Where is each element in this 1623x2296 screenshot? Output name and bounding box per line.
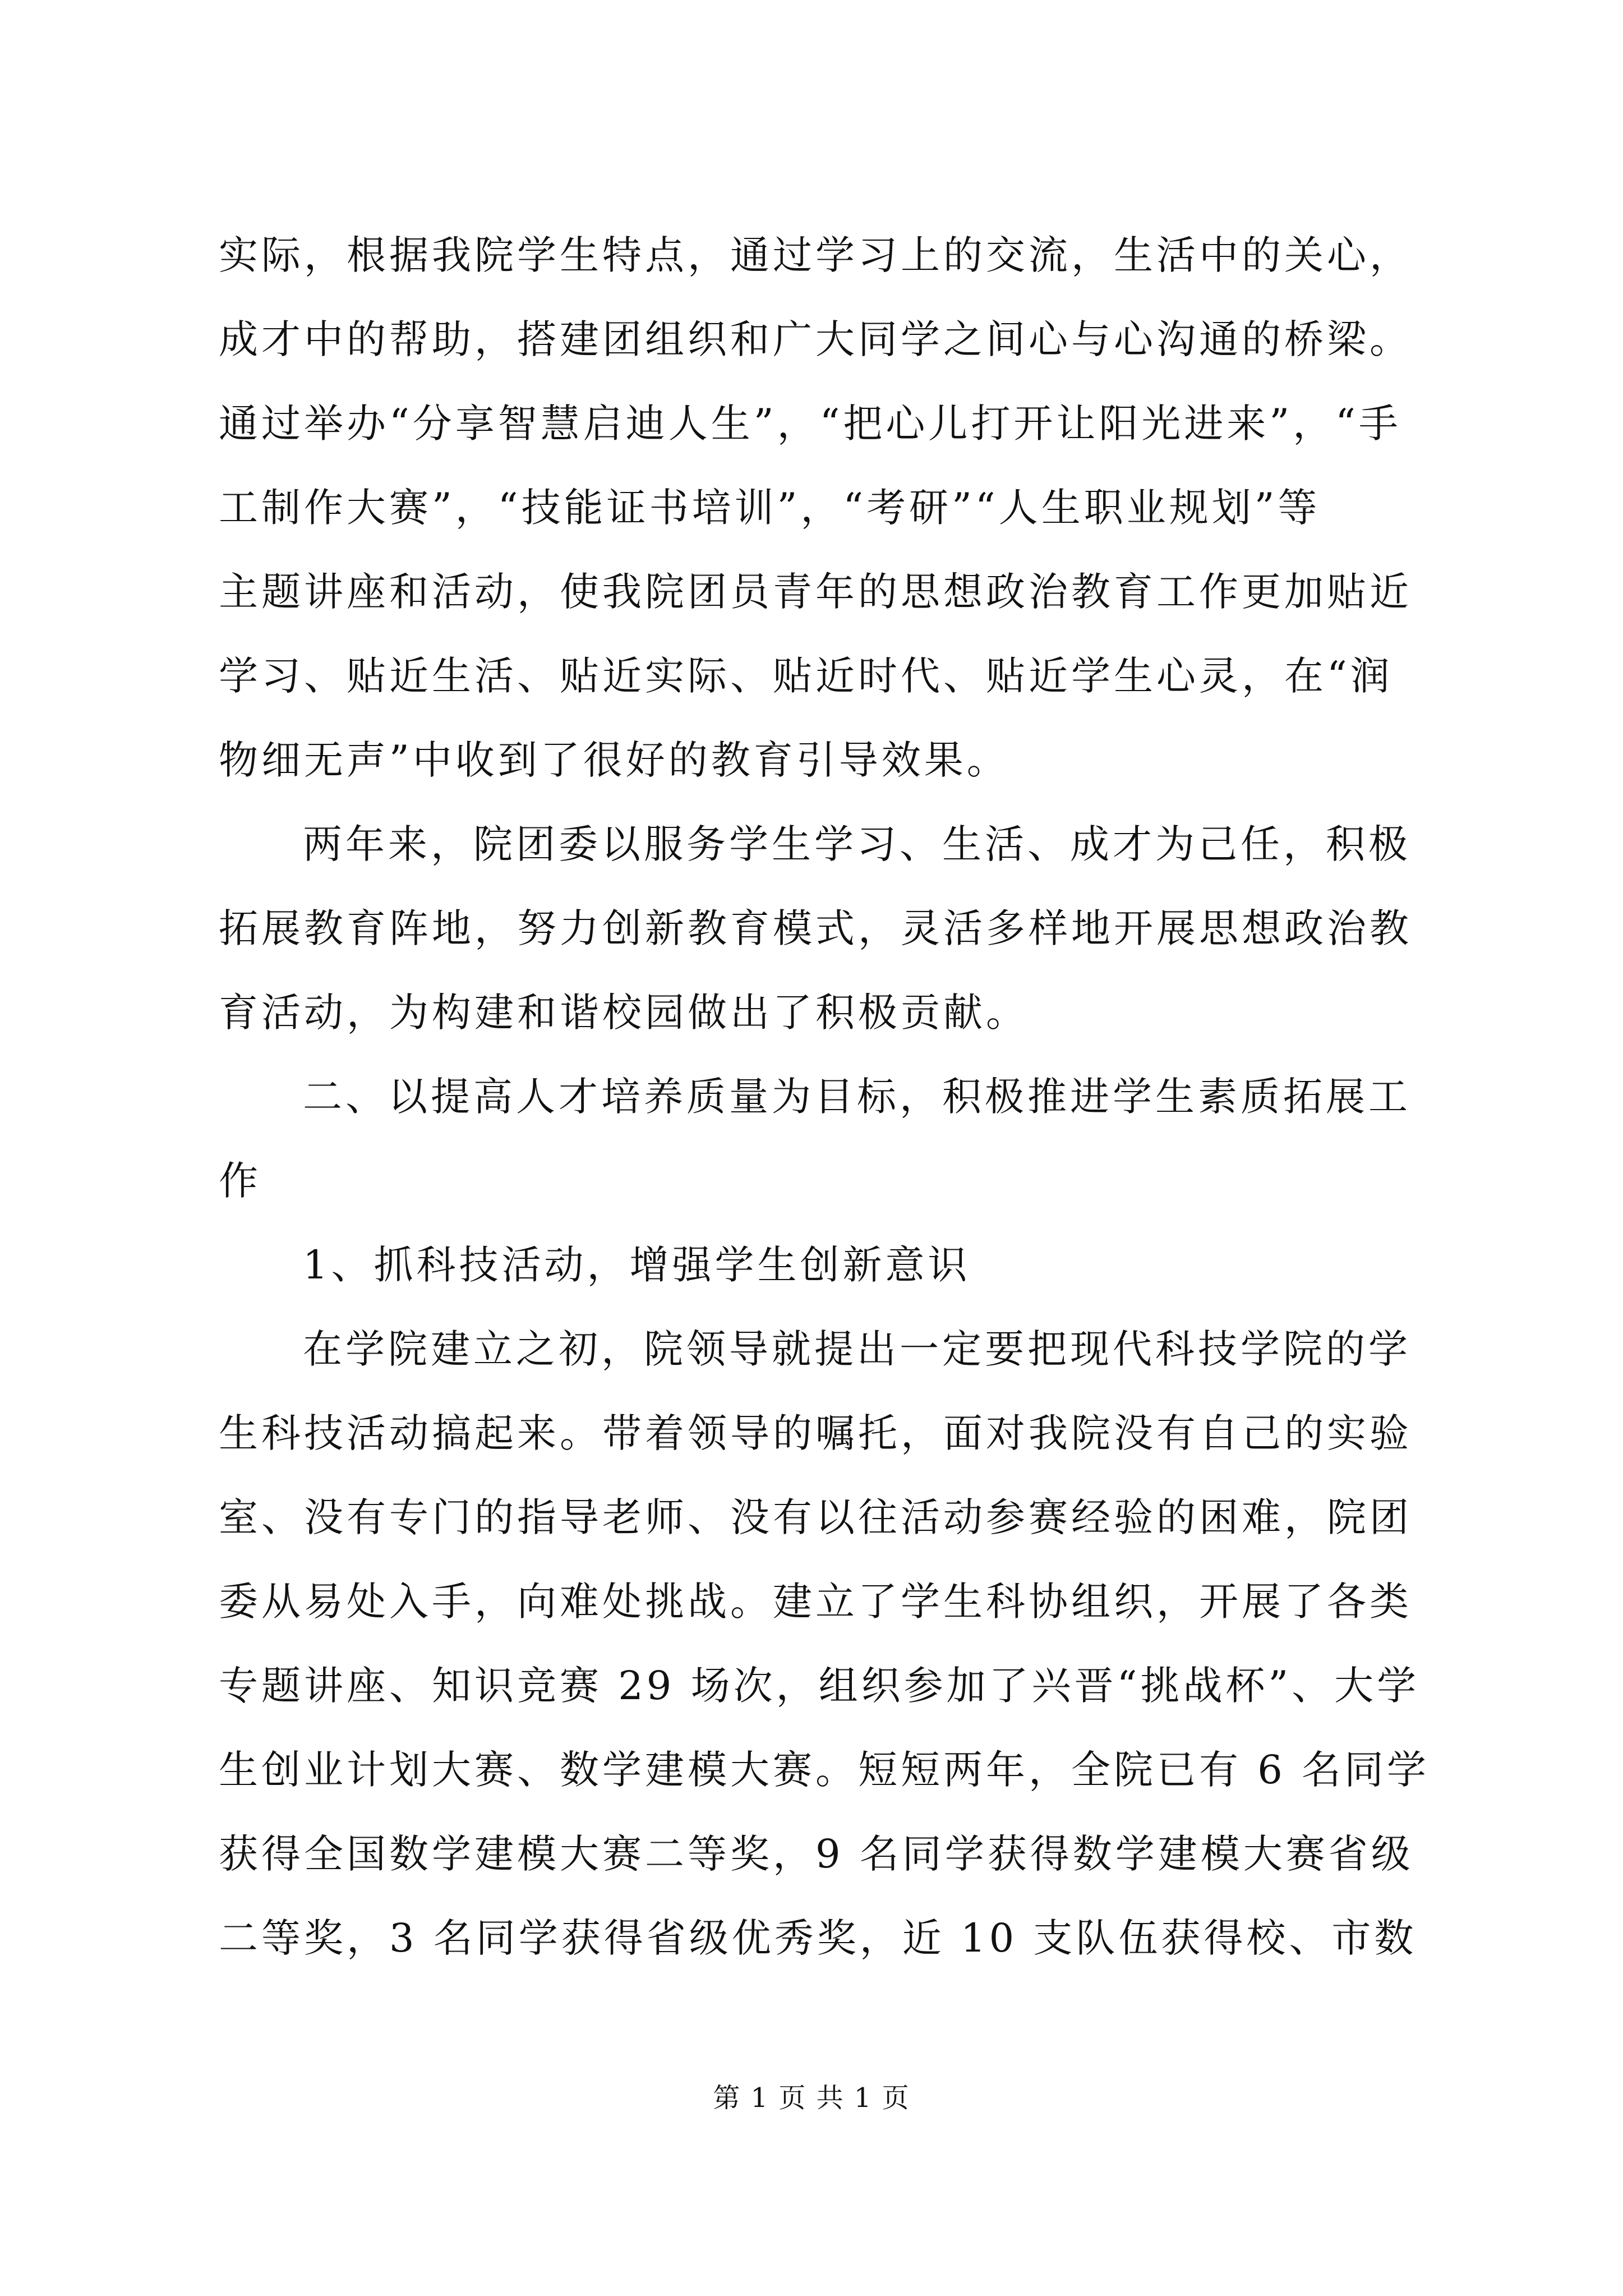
text-line: 室、没有专门的指导老师、没有以往活动参赛经验的困难，院团 [219,1494,1412,1540]
paragraph-first-line: 两年来，院团委以服务学生学习、生活、成才为己任，积极 [303,821,1411,867]
text-line: 工制作大赛”，“技能证书培训”，“考研”“人生职业规划”等 [219,485,1321,531]
text-line: 生科技活动搞起来。带着领导的嘱托，面对我院没有自己的实验 [219,1410,1412,1456]
text-line: 二等奖，3 名同学获得省级优秀奖，近 10 支队伍获得校、市数 [219,1915,1417,1961]
text-line: 通过举办“分享智慧启迪人生”，“把心儿打开让阳光进来”，“手 [219,401,1401,447]
page-footer: 第 1 页 共 1 页 [713,2082,910,2114]
paragraph-first-line: 在学院建立之初，院领导就提出一定要把现代科技学院的学 [303,1326,1411,1372]
section-heading: 二、以提高人才培养质量为目标，积极推进学生素质拓展工 [303,1074,1411,1120]
subsection-heading: 1、抓科技活动，增强学生创新意识 [303,1242,971,1288]
text-line: 专题讲座、知识竞赛 29 场次，组织参加了兴晋“挑战杯”、大学 [219,1663,1420,1709]
text-line: 物细无声”中收到了很好的教育引导效果。 [219,737,1009,783]
text-line: 学习、贴近生活、贴近实际、贴近时代、贴近学生心灵，在“润 [219,653,1393,699]
text-line: 委从易处入手，向难处挑战。建立了学生科协组织，开展了各类 [219,1579,1412,1625]
text-line: 拓展教育阵地，努力创新教育模式，灵活多样地开展思想政治教 [219,905,1412,951]
text-line: 主题讲座和活动，使我院团员青年的思想政治教育工作更加贴近 [219,569,1412,615]
text-line: 生创业计划大赛、数学建模大赛。短短两年，全院已有 6 名同学 [219,1747,1430,1793]
text-line: 成才中的帮助，搭建团组织和广大同学之间心与心沟通的桥梁。 [219,316,1412,362]
text-line: 育活动，为构建和谐校园做出了积极贡献。 [219,990,1029,1036]
text-line: 实际，根据我院学生特点，通过学习上的交流，生活中的关心， [219,232,1412,278]
text-line: 获得全国数学建模大赛二等奖，9 名同学获得数学建模大赛省级 [219,1831,1414,1877]
section-heading-continued: 作 [219,1158,261,1204]
